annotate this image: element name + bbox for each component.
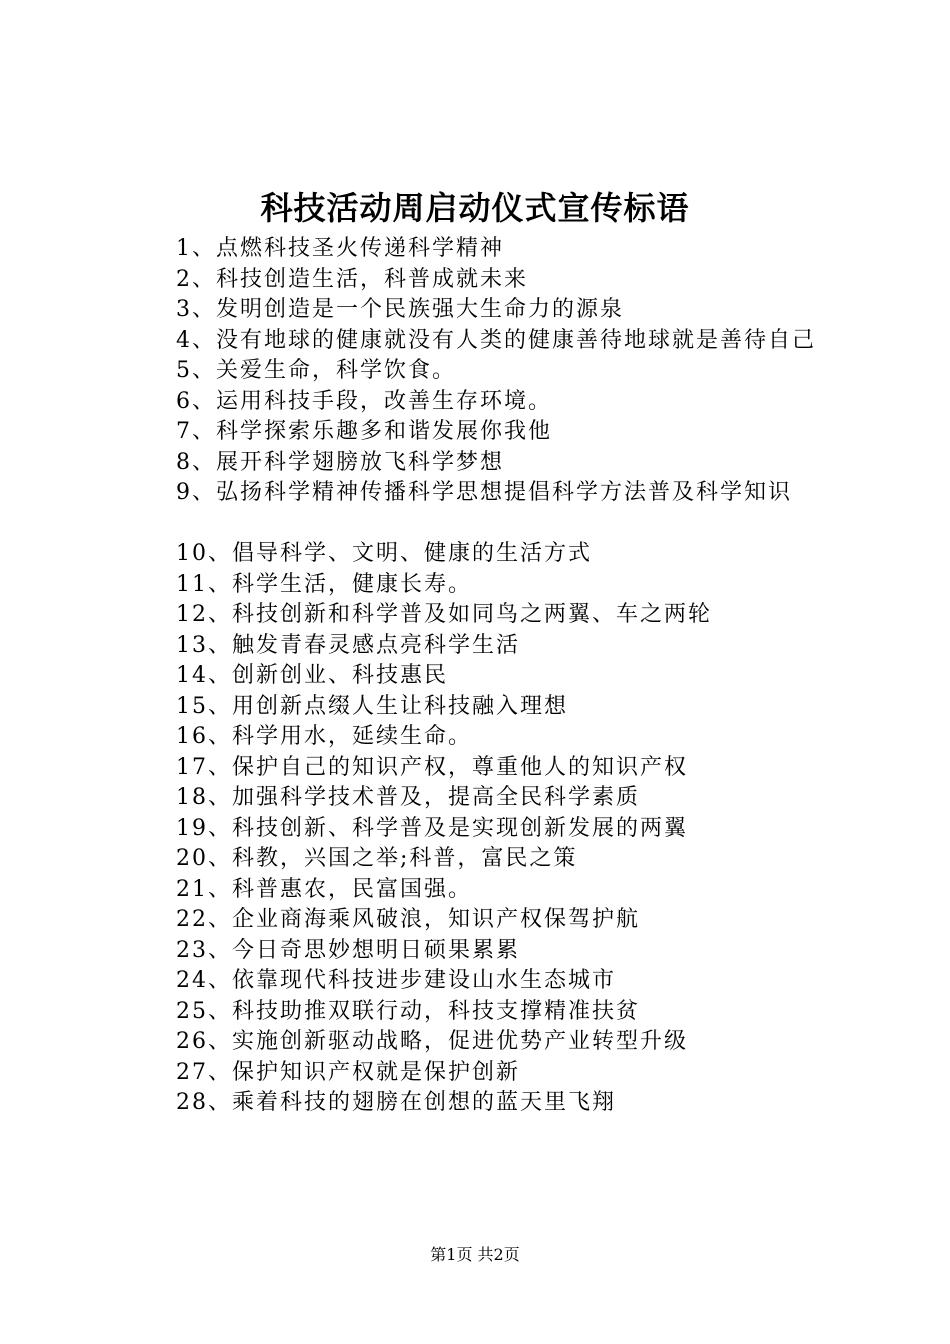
list-item: 4、没有地球的健康就没有人类的健康善待地球就是善待自己 <box>176 327 816 353</box>
page-title: 科技活动周启动仪式宣传标语 <box>260 189 690 227</box>
list-item: 28、乘着科技的翅膀在创想的蓝天里飞翔 <box>176 1090 616 1115</box>
page-footer: 第1页 共2页 <box>430 1245 520 1264</box>
list-item: 24、依靠现代科技进步建设山水生态城市 <box>176 968 616 993</box>
list-item: 1、点燃科技圣火传递科学精神 <box>176 236 504 261</box>
list-item: 9、弘扬科学精神传播科学思想提倡科学方法普及科学知识 <box>176 480 792 505</box>
list-item: 5、关爱生命，科学饮食。 <box>176 358 456 383</box>
list-item: 20、科教，兴国之举;科普，富民之策 <box>176 846 578 871</box>
list-item: 8、展开科学翅膀放飞科学梦想 <box>176 449 504 475</box>
list-item: 17、保护自己的知识产权，尊重他人的知识产权 <box>176 754 688 780</box>
list-item: 15、用创新点缀人生让科技融入理想 <box>176 693 568 719</box>
list-item: 11、科学生活，健康长寿。 <box>176 571 472 597</box>
list-item: 12、科技创新和科学普及如同鸟之两翼、车之两轮 <box>176 602 712 627</box>
list-item: 26、实施创新驱动战略，促进优势产业转型升级 <box>176 1029 688 1054</box>
list-item: 13、触发青春灵感点亮科学生活 <box>176 632 520 658</box>
list-item: 19、科技创新、科学普及是实现创新发展的两翼 <box>176 815 688 841</box>
list-item: 10、倡导科学、文明、健康的生活方式 <box>176 541 592 566</box>
list-item: 14、创新创业、科技惠民 <box>176 663 448 688</box>
list-item: 25、科技助推双联行动，科技支撑精准扶贫 <box>176 998 640 1024</box>
list-item: 22、企业商海乘风破浪，知识产权保驾护航 <box>176 907 640 932</box>
list-item: 7、科学探索乐趣多和谐发展你我他 <box>176 419 552 444</box>
slogan-list <box>130 234 840 1119</box>
list-item: 23、今日奇思妙想明日硕果累累 <box>176 937 520 963</box>
list-item: 21、科普惠农，民富国强。 <box>176 876 472 902</box>
list-item: 3、发明创造是一个民族强大生命力的源泉 <box>176 297 624 322</box>
list-item: 16、科学用水，延续生命。 <box>176 724 472 749</box>
list-item: 2、科技创造生活，科普成就未来 <box>176 266 528 292</box>
list-item: 27、保护知识产权就是保护创新 <box>176 1059 520 1085</box>
list-item: 18、加强科学技术普及，提高全民科学素质 <box>176 785 640 810</box>
list-item: 6、运用科技手段，改善生存环境。 <box>176 388 552 414</box>
